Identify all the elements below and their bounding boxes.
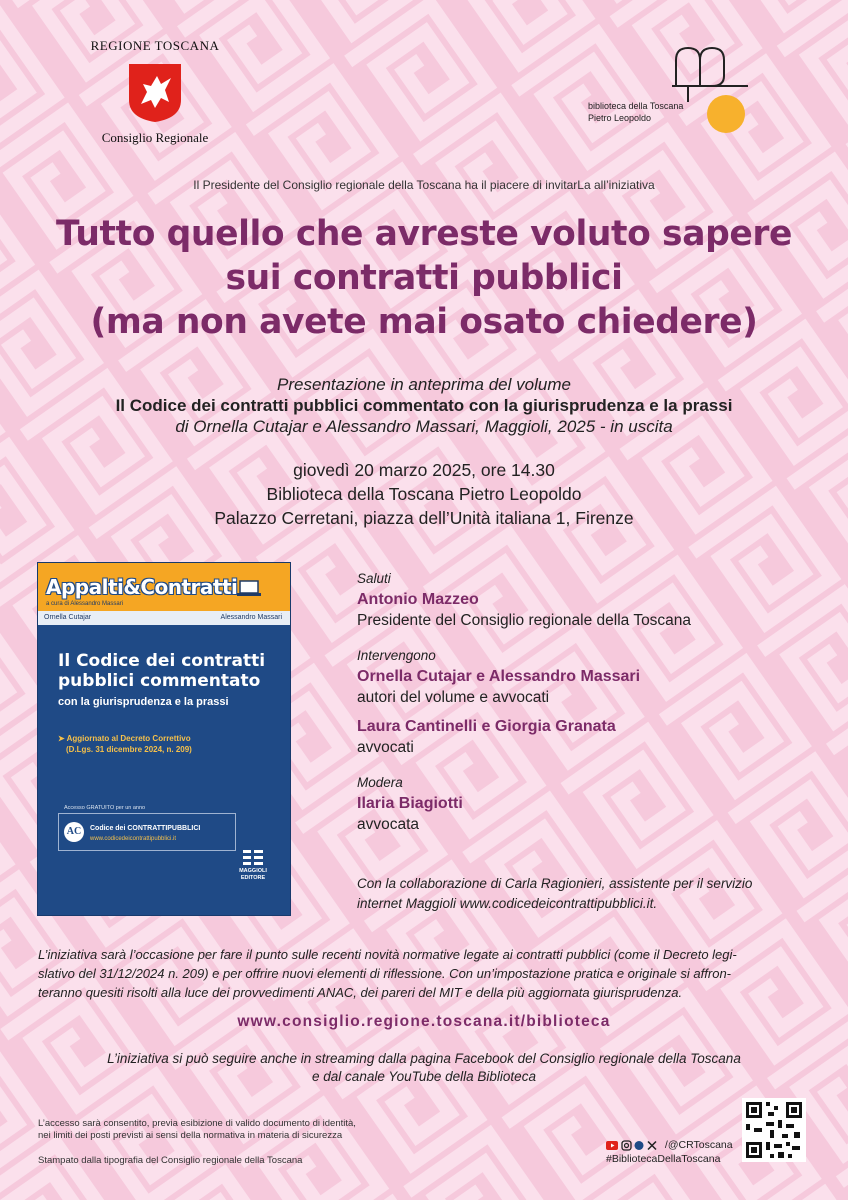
streaming-line: L’iniziativa si può seguire anche in streaming dalla pagina Facebook del Consiglio regionale della Toscana xyxy=(107,1051,741,1066)
speakers-section xyxy=(357,568,797,835)
modera-label: Modera xyxy=(357,775,403,790)
speaker-role-2: avvocati xyxy=(357,739,414,756)
book-authors: di Ornella Cutajar e Alessandro Massari, Maggioli, 2025 - in uscita xyxy=(175,417,673,436)
social-handles xyxy=(606,1138,733,1166)
cover-author-2: Alessandro Massari xyxy=(220,614,282,621)
instagram-icon xyxy=(622,1141,631,1150)
cover-brand: Appalti&Contratti xyxy=(46,575,238,599)
title-line: sui contratti pubblici xyxy=(225,258,623,298)
ac-badge: AC xyxy=(64,822,84,842)
title-line: (ma non avete mai osato chiedere) xyxy=(90,302,758,342)
invite-text: Il Presidente del Consiglio regionale della Toscana ha il piacere di invitarLa all’iniziativa xyxy=(193,178,655,192)
publisher-label: EDITORE xyxy=(240,875,266,881)
speaker-names-1: Ornella Cutajar e Alessandro Massari xyxy=(357,668,641,685)
presentation-intro: Presentazione in anteprima del volume xyxy=(277,375,571,394)
title-line: Tutto quello che avreste voluto sapere xyxy=(56,214,792,254)
event-date: giovedì 20 marzo 2025, ore 14.30 xyxy=(293,460,555,480)
region-subtitle: Consiglio Regionale xyxy=(101,130,209,145)
collab-line: Con la collaborazione di Carla Ragionieri, assistente per il servizio xyxy=(357,876,753,891)
cover-subtitle: con la giurisprudenza e la prassi xyxy=(58,696,229,708)
social-handle[interactable]: /@CRToscana xyxy=(664,1139,733,1151)
access-note-line: nei limiti dei posti previsti ai sensi della normativa in materia di sicurezza xyxy=(38,1130,343,1141)
event-venue: Biblioteca della Toscana Pietro Leopoldo xyxy=(266,484,582,504)
description-line: L’iniziativa sarà l’occasione per fare il punto sulle recenti novità normative legate ai contratti pubblici (come il Decreto legi- xyxy=(38,947,737,962)
cover-box-title: Codice dei CONTRATTIPUBBLICI xyxy=(90,825,201,832)
book-title: Il Codice dei contratti pubblici commentato con la giurisprudenza e la prassi xyxy=(115,396,733,415)
book-cover xyxy=(38,563,290,915)
pegasus-shield-icon xyxy=(127,62,183,124)
event-details xyxy=(0,458,848,530)
cover-box-url: www.codicedeicontrattipubblici.it xyxy=(90,836,177,842)
cover-update-line: ➤ Aggiornato al Decreto Correttivo xyxy=(58,734,191,743)
saluti-name: Antonio Mazzeo xyxy=(357,591,479,608)
cover-update-line: (D.Lgs. 31 dicembre 2024, n. 209) xyxy=(66,745,192,754)
saluti-label: Saluti xyxy=(357,571,391,586)
cover-access-label: Accesso GRATUITO per un anno xyxy=(64,805,146,811)
speaker-role-1: autori del volume e avvocati xyxy=(357,689,550,706)
library-name-line1: biblioteca della Toscana xyxy=(588,101,684,111)
biblioteca-logo xyxy=(588,46,768,146)
cover-author-1: Ornella Cutajar xyxy=(44,614,92,621)
collab-line: internet Maggioli www.codicedeicontrattipubblici.it. xyxy=(357,896,658,911)
collaboration-note xyxy=(357,874,797,914)
cover-update-note xyxy=(58,733,192,755)
laptop-icon xyxy=(236,579,262,599)
printed-by: Stampato dalla tipografia del Consiglio regionale della Toscana xyxy=(38,1155,303,1166)
website-link[interactable]: www.consiglio.regione.toscana.it/biblioteca xyxy=(237,1013,611,1030)
facebook-icon xyxy=(635,1141,644,1150)
regione-toscana-logo xyxy=(90,38,220,146)
access-note xyxy=(38,1118,438,1142)
cover-access-box xyxy=(58,813,236,851)
event-address: Palazzo Cerretani, piazza dell’Unità italiana 1, Firenze xyxy=(214,508,634,528)
intervengono-label: Intervengono xyxy=(357,648,436,663)
library-name-line2: Pietro Leopoldo xyxy=(588,113,652,123)
speaker-names-2: Laura Cantinelli e Giorgia Granata xyxy=(357,718,616,735)
x-icon xyxy=(648,1141,656,1149)
event-title xyxy=(0,212,848,344)
hashtag: #BibliotecaDellaToscana xyxy=(606,1153,721,1165)
maggioli-logo-icon xyxy=(243,850,263,866)
book-presentation xyxy=(0,374,848,437)
saluti-role: Presidente del Consiglio regionale della Toscana xyxy=(357,612,692,629)
event-description xyxy=(38,945,810,1002)
cover-publisher xyxy=(236,868,270,882)
moderator-role: avvocata xyxy=(357,816,420,833)
social-icons xyxy=(606,1140,662,1151)
description-line: slativo del 31/12/2024 n. 209) e per offrire nuovi elementi di riflessione. Con un’impostazione pratica e originale si affron- xyxy=(38,966,731,981)
streaming-note xyxy=(0,1050,848,1086)
cover-title: Il Codice dei contratti pubblici commentato xyxy=(58,651,266,691)
description-line: teranno quesiti risolti alla luce dei provvedimenti ANAC, dei pareri del MIT e della più aggiornata giurisprudenza. xyxy=(38,985,683,1000)
access-note-line: L’accesso sarà consentito, previa esibizione di valido documento di identità, xyxy=(38,1118,356,1129)
region-title: REGIONE TOSCANA xyxy=(90,38,220,53)
moderator-name: Ilaria Biagiotti xyxy=(357,795,463,812)
streaming-line: e dal canale YouTube della Biblioteca xyxy=(312,1069,536,1084)
library-mark-icon xyxy=(588,46,768,146)
qr-code-icon[interactable] xyxy=(742,1098,806,1162)
cover-curated-by: a cura di Alessandro Massari xyxy=(46,601,124,607)
publisher-name: MAGGIOLI xyxy=(239,868,267,874)
